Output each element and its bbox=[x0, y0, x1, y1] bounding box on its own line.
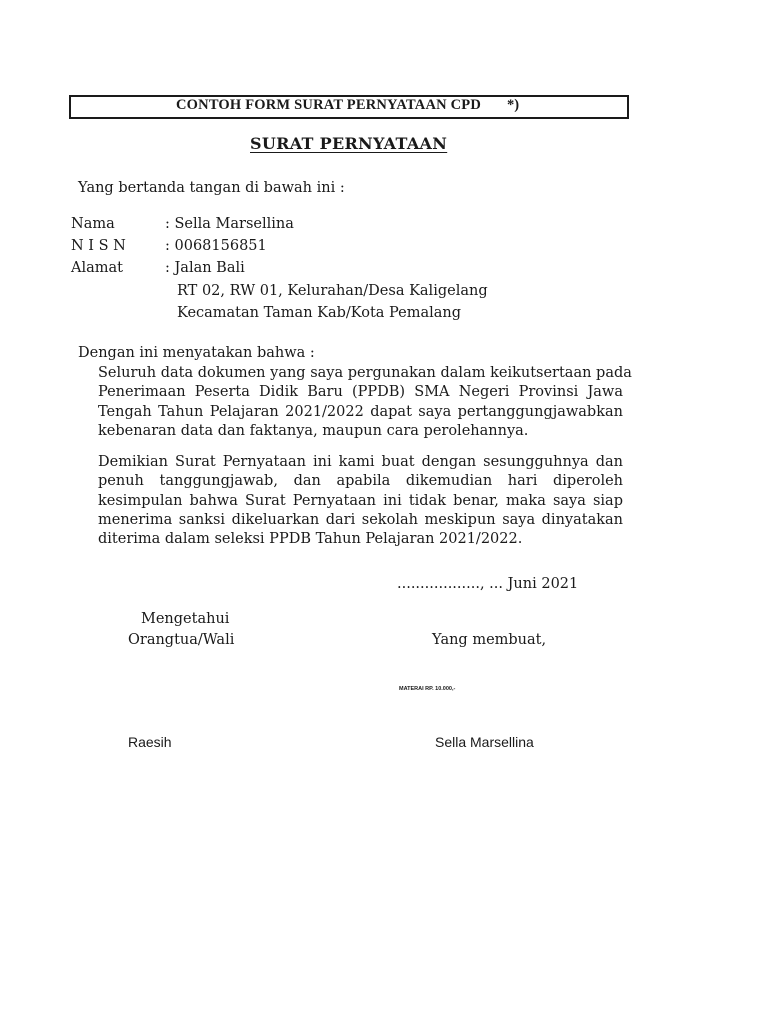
document-title: SURAT PERNYATAAN bbox=[250, 134, 448, 153]
paragraph-line: kebenaran data dan faktanya, maupun cara perolehannya. bbox=[98, 422, 529, 439]
paragraph-line: Penerimaan Peserta Didik Baru (PPDB) SMA Negeri Provinsi Jawa bbox=[98, 384, 623, 401]
date-line: .................., ... Juni 2021 bbox=[397, 576, 579, 592]
right-sign-heading: Yang membuat, bbox=[432, 632, 547, 648]
paragraph-line: menerima sanksi dikeluarkan dari sekolah meskipun saya dinyatakan bbox=[98, 511, 623, 528]
paragraph-line: kesimpulan bahwa Surat Pernyataan ini tidak benar, maka saya siap bbox=[98, 492, 623, 509]
right-signer-name: Sella Marsellina bbox=[435, 734, 534, 750]
nisn-value: : 0068156851 bbox=[165, 238, 267, 254]
paragraph-line: Tengah Tahun Pelajaran 2021/2022 dapat saya pertanggungjawabkan bbox=[98, 403, 623, 420]
intro-text: Yang bertanda tangan di bawah ini : bbox=[78, 180, 345, 196]
left-signer-name: Raesih bbox=[128, 734, 172, 750]
statement-paragraph-2 bbox=[98, 453, 623, 549]
paragraph-line: Demikian Surat Pernyataan ini kami buat dengan sesungguhnya dan bbox=[98, 454, 623, 470]
statement-intro: Dengan ini menyatakan bahwa : bbox=[78, 345, 315, 361]
address-line-2: RT 02, RW 01, Kelurahan/Desa Kaligelang bbox=[177, 283, 488, 299]
left-sign-role: Orangtua/Wali bbox=[128, 632, 235, 648]
statement-paragraph-1 bbox=[98, 364, 632, 441]
materai-stamp-label: MATERAI RP. 10.000,- bbox=[399, 686, 456, 692]
left-sign-heading: Mengetahui bbox=[141, 611, 230, 627]
address-line-3: Kecamatan Taman Kab/Kota Pemalang bbox=[177, 305, 462, 321]
address-label: Alamat bbox=[71, 260, 123, 276]
paragraph-line: penuh tanggungjawab, dan apabila dikemudian hari diperoleh bbox=[98, 473, 623, 490]
header-footnote-mark: *) bbox=[507, 97, 520, 113]
header-title: CONTOH FORM SURAT PERNYATAAN CPD bbox=[176, 97, 482, 113]
address-value: : Jalan Bali bbox=[165, 260, 245, 276]
name-label: Nama bbox=[71, 216, 115, 232]
nisn-label: N I S N bbox=[71, 238, 126, 254]
name-value: : Sella Marsellina bbox=[165, 216, 294, 232]
paragraph-line: diterima dalam seleksi PPDB Tahun Pelajaran 2021/2022. bbox=[98, 531, 523, 548]
paragraph-line: Seluruh data dokumen yang saya pergunakan dalam keikutsertaan pada bbox=[98, 365, 632, 381]
